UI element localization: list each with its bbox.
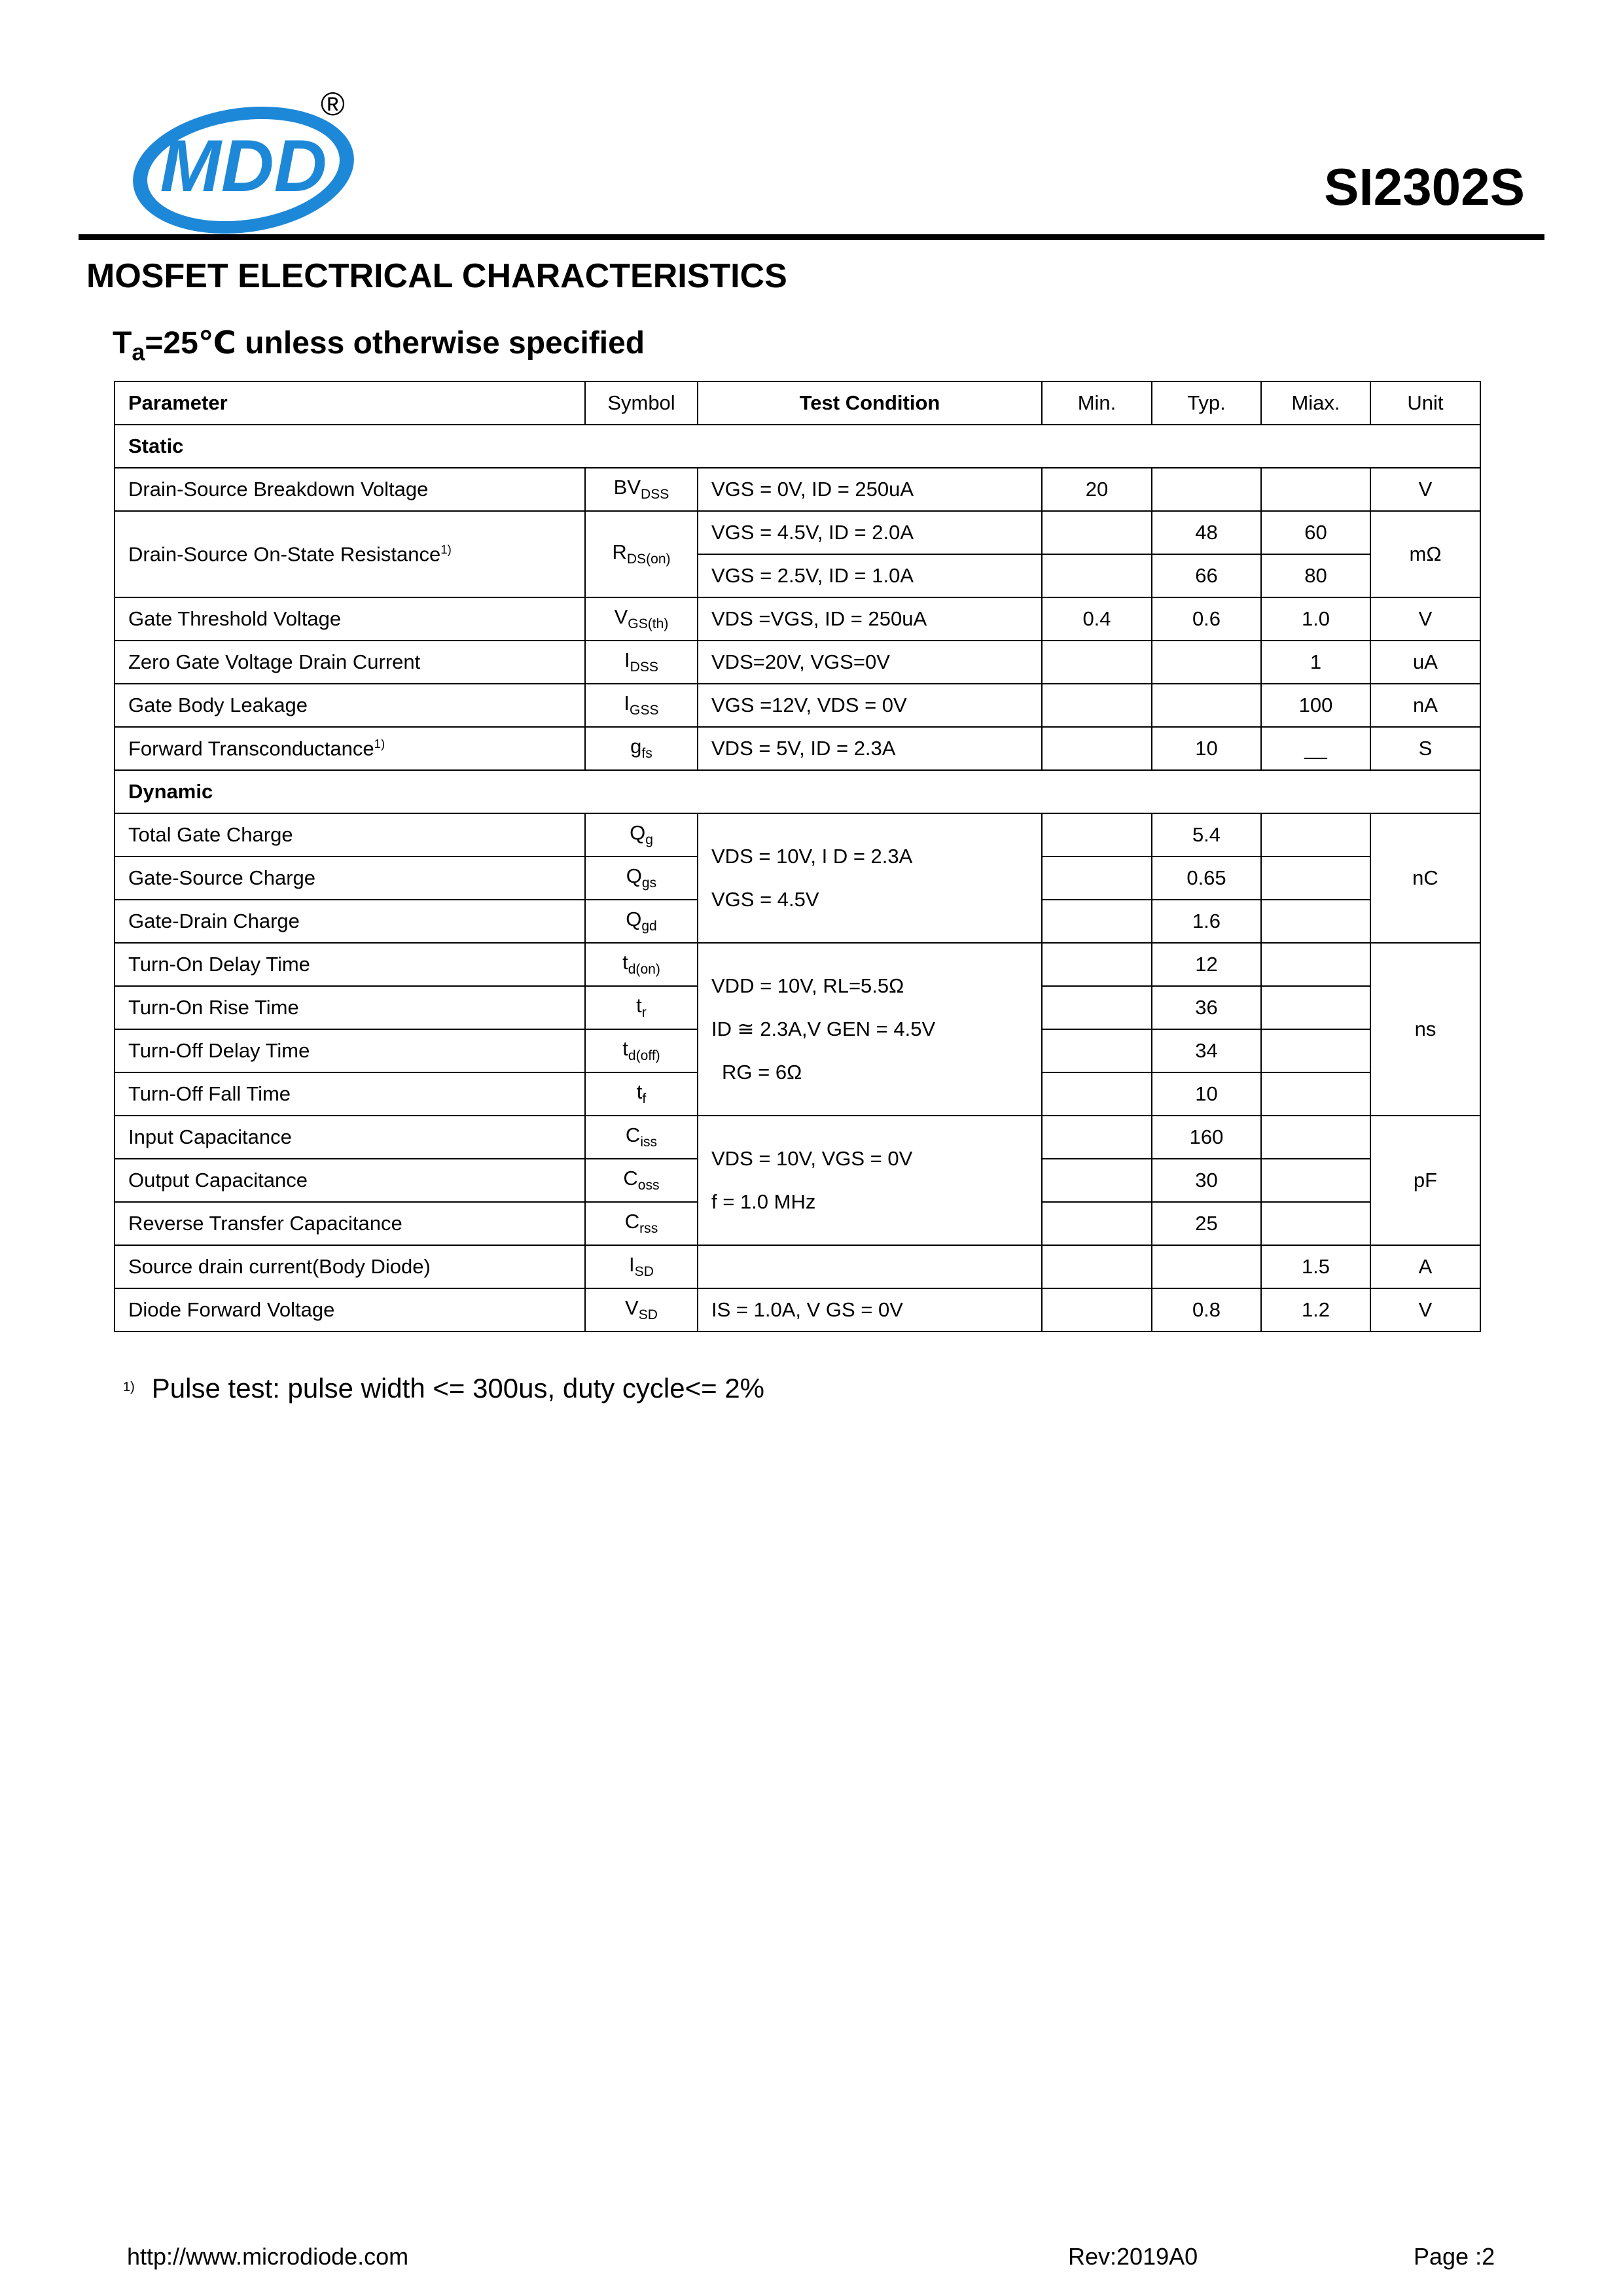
typ-cell: 30 xyxy=(1152,1159,1261,1202)
min-cell xyxy=(1042,1116,1152,1159)
typ-cell xyxy=(1152,468,1261,511)
max-cell: 1.2 xyxy=(1261,1288,1370,1332)
unit-cell: uA xyxy=(1370,641,1480,684)
min-cell xyxy=(1042,1072,1152,1116)
header-rule xyxy=(79,234,1544,240)
symbol-cell: $I_{DSS}$ xyxy=(585,641,698,684)
symbol-cell: $t_f$ xyxy=(585,1072,698,1116)
param-cell: Gate-Source Charge xyxy=(115,857,585,900)
max-cell: 1.5 xyxy=(1261,1245,1370,1288)
section-static: Static xyxy=(115,425,1480,468)
temperature-condition: $T_a=25℃$ unless otherwise specified xyxy=(113,326,645,366)
min-cell xyxy=(1042,943,1152,986)
unit-cell: ns xyxy=(1370,943,1480,1116)
param-cell: Output Capacitance xyxy=(115,1159,585,1202)
min-cell xyxy=(1042,1202,1152,1245)
max-cell xyxy=(1261,1202,1370,1245)
max-cell xyxy=(1261,986,1370,1029)
unit-cell: V xyxy=(1370,468,1480,511)
min-cell xyxy=(1042,986,1152,1029)
typ-cell: 160 xyxy=(1152,1116,1261,1159)
max-cell: 80 xyxy=(1261,554,1370,597)
max-cell xyxy=(1261,1116,1370,1159)
symbol-cell: $Q_{gs}$ xyxy=(585,857,698,900)
col-min: Min. xyxy=(1042,381,1152,425)
registered-mark: ® xyxy=(321,86,345,122)
condition-cell: VGS = 2.5V, ID = 1.0A xyxy=(698,554,1042,597)
table-row xyxy=(115,468,1480,511)
unit-cell: nA xyxy=(1370,684,1480,727)
section-row xyxy=(115,425,1480,468)
param-cell: Drain-Source On-State Resistance$^{1)}$ xyxy=(115,511,585,597)
page-title: MOSFET ELECTRICAL CHARACTERISTICS xyxy=(86,257,787,295)
max-cell xyxy=(1261,468,1370,511)
col-symbol: Symbol xyxy=(585,381,698,425)
symbol-cell: $V_{SD}$ xyxy=(585,1288,698,1332)
param-cell: Source drain current(Body Diode) xyxy=(115,1245,585,1288)
typ-cell xyxy=(1152,641,1261,684)
param-cell: Turn-Off Delay Time xyxy=(115,1029,585,1072)
param-cell: Reverse Transfer Capacitance xyxy=(115,1202,585,1245)
table-row xyxy=(115,1288,1480,1332)
col-parameter: Parameter xyxy=(115,381,585,425)
max-cell: 60 xyxy=(1261,511,1370,554)
min-cell xyxy=(1042,727,1152,770)
min-cell xyxy=(1042,1029,1152,1072)
min-cell xyxy=(1042,511,1152,554)
condition-cell: VGS =12V, VDS = 0V xyxy=(698,684,1042,727)
unit-cell: nC xyxy=(1370,813,1480,943)
symbol-cell: $t_{d(off)}$ xyxy=(585,1029,698,1072)
min-cell xyxy=(1042,684,1152,727)
table-header-row xyxy=(115,381,1480,425)
symbol-cell: $t_r$ xyxy=(585,986,698,1029)
param-cell: Zero Gate Voltage Drain Current xyxy=(115,641,585,684)
max-cell: 100 xyxy=(1261,684,1370,727)
typ-cell: 66 xyxy=(1152,554,1261,597)
footer-page-number: Page :2 xyxy=(1414,2243,1495,2270)
condition-cell: VDD = 10V, RL=5.5Ω ID ≅ 2.3A,V GEN = 4.5V RG = 6Ω xyxy=(698,943,1042,1116)
table-row xyxy=(115,684,1480,727)
typ-cell xyxy=(1152,684,1261,727)
min-cell: 20 xyxy=(1042,468,1152,511)
typ-cell: 25 xyxy=(1152,1202,1261,1245)
min-cell xyxy=(1042,900,1152,943)
min-cell xyxy=(1042,857,1152,900)
characteristics-table xyxy=(114,381,1481,1332)
table-row xyxy=(115,727,1480,770)
condition-cell: VDS =VGS, ID = 250uA xyxy=(698,597,1042,641)
typ-cell: 34 xyxy=(1152,1029,1261,1072)
symbol-cell: $BV_{DSS}$ xyxy=(585,468,698,511)
typ-cell xyxy=(1152,1245,1261,1288)
condition-cell: VDS=20V, VGS=0V xyxy=(698,641,1042,684)
footer-revision: Rev:2019A0 xyxy=(1068,2243,1198,2270)
max-cell xyxy=(1261,1072,1370,1116)
table-row xyxy=(115,1116,1480,1159)
condition-cell: IS = 1.0A, V GS = 0V xyxy=(698,1288,1042,1332)
symbol-cell: $t_{d(on)}$ xyxy=(585,943,698,986)
footer-url-link[interactable]: http://www.microdiode.com xyxy=(127,2243,409,2270)
table-row xyxy=(115,597,1480,641)
table-row xyxy=(115,1245,1480,1288)
typ-cell: 0.8 xyxy=(1152,1288,1261,1332)
condition-cell: VDS = 10V, VGS = 0V f = 1.0 MHz xyxy=(698,1116,1042,1245)
unit-cell: V xyxy=(1370,1288,1480,1332)
typ-cell: 0.6 xyxy=(1152,597,1261,641)
param-cell: Drain-Source Breakdown Voltage xyxy=(115,468,585,511)
symbol-cell: $g_{fs}$ xyxy=(585,727,698,770)
typ-cell: 10 xyxy=(1152,1072,1261,1116)
col-typ: Typ. xyxy=(1152,381,1261,425)
symbol-cell: $Q_{gd}$ xyxy=(585,900,698,943)
max-cell xyxy=(1261,1159,1370,1202)
condition-cell: VGS = 4.5V, ID = 2.0A xyxy=(698,511,1042,554)
unit-cell: S xyxy=(1370,727,1480,770)
unit-cell: pF xyxy=(1370,1116,1480,1245)
symbol-cell: $I_{SD}$ xyxy=(585,1245,698,1288)
min-cell: 0.4 xyxy=(1042,597,1152,641)
table-row xyxy=(115,641,1480,684)
typ-cell: 48 xyxy=(1152,511,1261,554)
condition-cell xyxy=(698,1245,1042,1288)
min-cell xyxy=(1042,813,1152,857)
symbol-cell: $Q_g$ xyxy=(585,813,698,857)
param-cell: Turn-On Rise Time xyxy=(115,986,585,1029)
section-dynamic: Dynamic xyxy=(115,770,1480,813)
typ-cell: 1.6 xyxy=(1152,900,1261,943)
symbol-cell: $C_{oss}$ xyxy=(585,1159,698,1202)
typ-cell: 5.4 xyxy=(1152,813,1261,857)
param-cell: Input Capacitance xyxy=(115,1116,585,1159)
logo-text: MDD xyxy=(160,125,327,207)
typ-cell: 36 xyxy=(1152,986,1261,1029)
symbol-cell: $R_{DS(on)}$ xyxy=(585,511,698,597)
condition-cell: VGS = 0V, ID = 250uA xyxy=(698,468,1042,511)
condition-cell: VDS = 5V, ID = 2.3A xyxy=(698,727,1042,770)
col-max: Miax. xyxy=(1261,381,1370,425)
symbol-cell: $V_{GS(th)}$ xyxy=(585,597,698,641)
max-cell xyxy=(1261,943,1370,986)
unit-cell: mΩ xyxy=(1370,511,1480,597)
min-cell xyxy=(1042,1288,1152,1332)
table-row xyxy=(115,943,1480,986)
typ-cell: 0.65 xyxy=(1152,857,1261,900)
typ-cell: 12 xyxy=(1152,943,1261,986)
col-unit: Unit xyxy=(1370,381,1480,425)
symbol-cell: $I_{GSS}$ xyxy=(585,684,698,727)
param-cell: Forward Transconductance$^{1)}$ xyxy=(115,727,585,770)
param-cell: Turn-On Delay Time xyxy=(115,943,585,986)
max-cell xyxy=(1261,813,1370,857)
min-cell xyxy=(1042,1159,1152,1202)
condition-cell: VDS = 10V, I D = 2.3A VGS = 4.5V xyxy=(698,813,1042,943)
col-test-condition: Test Condition xyxy=(698,381,1042,425)
typ-cell: 10 xyxy=(1152,727,1261,770)
max-cell: 1 xyxy=(1261,641,1370,684)
symbol-cell: $C_{iss}$ xyxy=(585,1116,698,1159)
min-cell xyxy=(1042,641,1152,684)
param-cell: Turn-Off Fall Time xyxy=(115,1072,585,1116)
max-cell xyxy=(1261,857,1370,900)
table-row xyxy=(115,813,1480,857)
param-cell: Diode Forward Voltage xyxy=(115,1288,585,1332)
min-cell xyxy=(1042,1245,1152,1288)
part-number: SI2302S xyxy=(1324,158,1525,216)
symbol-cell: $C_{rss}$ xyxy=(585,1202,698,1245)
param-cell: Gate Threshold Voltage xyxy=(115,597,585,641)
unit-cell: A xyxy=(1370,1245,1480,1288)
max-cell xyxy=(1261,1029,1370,1072)
min-cell xyxy=(1042,554,1152,597)
param-cell: Total Gate Charge xyxy=(115,813,585,857)
footnote: $^{1)}$ Pulse test: pulse width <= 300us, duty cycle<= 2% xyxy=(123,1373,765,1404)
unit-cell: V xyxy=(1370,597,1480,641)
param-cell: Gate-Drain Charge xyxy=(115,900,585,943)
param-cell: Gate Body Leakage xyxy=(115,684,585,727)
max-cell: __ xyxy=(1261,727,1370,770)
max-cell xyxy=(1261,900,1370,943)
section-row xyxy=(115,770,1480,813)
table-row xyxy=(115,511,1480,554)
max-cell: 1.0 xyxy=(1261,597,1370,641)
